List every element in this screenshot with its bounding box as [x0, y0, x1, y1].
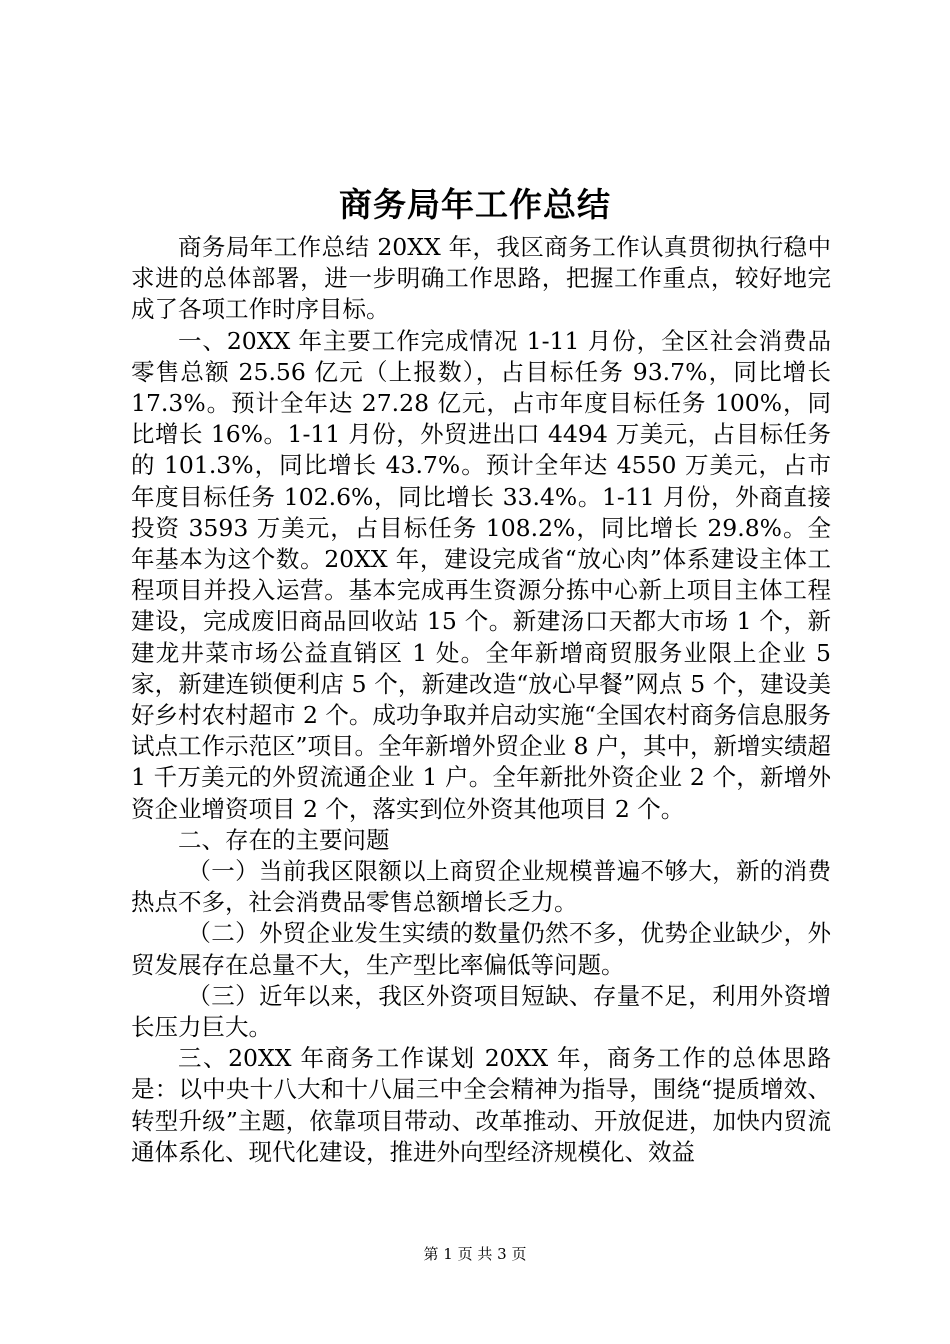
intro-paragraph: 商务局年工作总结 20XX 年，我区商务工作认真贯彻执行稳中求进的总体部署，进一步明确工作思路，把握工作重点，较好地完成了各项工作时序目标。	[131, 233, 831, 324]
page-footer: 第 1 页 共 3 页	[423, 1245, 527, 1263]
problem-one-paragraph: （一）当前我区限额以上商贸企业规模普遍不够大，新的消费热点不多，社会消费品零售总额增长乏力。	[131, 857, 831, 917]
problem-three-paragraph: （三）近年以来，我区外资项目短缺、存量不足，利用外资增长压力巨大。	[131, 981, 831, 1042]
section-three-paragraph: 三、20XX 年商务工作谋划 20XX 年，商务工作的总体思路是：以中央十八大和十八届三中全会精神为指导，围绕“提质增效、转型升级”主题，依靠项目带动、改革推动、开放促进，加快内贸流通体系化、现代化建设，推进外向型经济规模化、效益	[131, 1044, 831, 1166]
section-two-heading: 二、存在的主要问题	[178, 825, 390, 854]
section-one-paragraph: 一、20XX 年主要工作完成情况 1-11 月份，全区社会消费品零售总额 25.56 亿元（上报数），占目标任务 93.7%，同比增长 17.3%。预计全年达 27.28 亿元，占市年度目标任务 100%，同比增长 16%。1-11 月份，外贸进出口 4494 万美元，占目标任务的 101.3%，同比增长 43.7%。预计全年达 4550 万美元，占市年度目标任务 102.6%，同比增长 33.4%。1-11 月份，外商直接投资 3593 万美元，占目标任务 108.2%，同比增长 29.8%。全年基本为这个数。20XX 年，建设完成省“放心肉”体系建设主体工程项目并投入运营。基本完成再生资源分拣中心新上项目主体工程建设，完成废旧商品回收站 15 个。新建汤口天都大市场 1 个，新建龙井菜市场公益直销区 1 处。全年新增商贸服务业限上企业 5 家，新建连锁便利店 5 个，新建改造“放心早餐”网点 5 个，建设美好乡村农村超市 2 个。成功争取并启动实施“全国农村商务信息服务试点工作示范区”项目。全年新增外贸企业 8 户，其中，新增实绩超 1 千万美元的外贸流通企业 1 户。全年新批外资企业 2 个，新增外资企业增资项目 2 个，落实到位外资其他项目 2 个。	[131, 326, 831, 823]
problem-two-paragraph: （二）外贸企业发生实绩的数量仍然不多，优势企业缺少，外贸发展存在总量不大，生产型比率偏低等问题。	[131, 919, 831, 979]
document-body	[131, 232, 831, 1168]
document-title: 商务局年工作总结	[339, 185, 611, 224]
